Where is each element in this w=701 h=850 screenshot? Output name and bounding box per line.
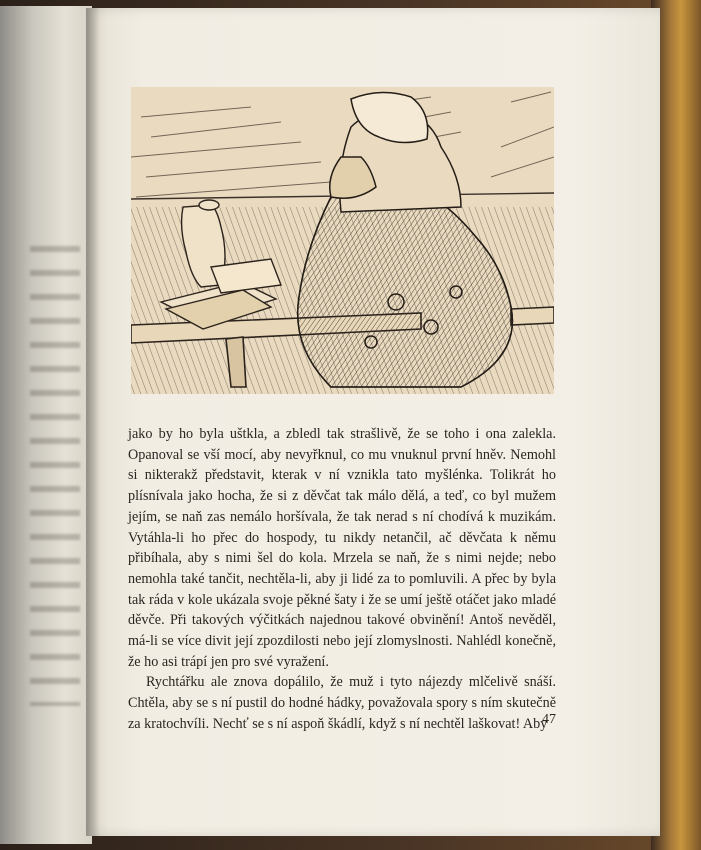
illustration <box>131 87 554 394</box>
illustration-drawing <box>131 87 554 394</box>
page-number: 47 <box>542 712 556 727</box>
body-text <box>128 424 556 735</box>
previous-page-text-blur <box>30 246 80 706</box>
page-gutter-shadow <box>86 8 100 836</box>
paragraph-2: Rychtářku ale znova dopálilo, že muž i tyto nájezdy mlčelivě snáší. Chtěla, aby se s ní pustil do hodné hádky, považovala spory s ním skutečně za kratochvíli. Nechť se s ní aspoň škádlí, když s ní nechtěl laškovat! Aby <box>128 674 556 732</box>
paragraph-1: jako by ho byla uštkla, a zbledl tak strašlivě, že se toho i ona zalekla. Opanoval se vší mocí, aby nevyřknul, co mu vnuknul první hněv. Nemohl si nikterakž představit, kterak v ní vznikla tato myšlénka. Tolikrát ho plísnívala jako hocha, že si z děvčat tak málo dělá, a teď, co byl mužem jejím, se naň zas nemálo horšívala, že tak nerad s ní chodívá k muzikám. Vytáhla-li ho přec do hospody, tu nikdy netančil, ač děvčata k němu přibíhala, aby s nimi šel do kola. Mrzela se naň, že s nimi nejde; nebo nemohla také tančit, nechtěla-li, aby ji lidé za to pomluvili. A přec by byla tak ráda v kole ukázala svoje pěkné šaty i že se umí ještě otáčet jako mladé děvče. Při takových výčitkách najednou takové obvinění! Antoš nevěděl, má-li se více divit její zpozdilosti nebo její zlomyslnosti. Nahlédl konečně, že ho asi trápí jen pro své vyražení. <box>128 426 556 670</box>
previous-page-edge <box>0 6 92 844</box>
